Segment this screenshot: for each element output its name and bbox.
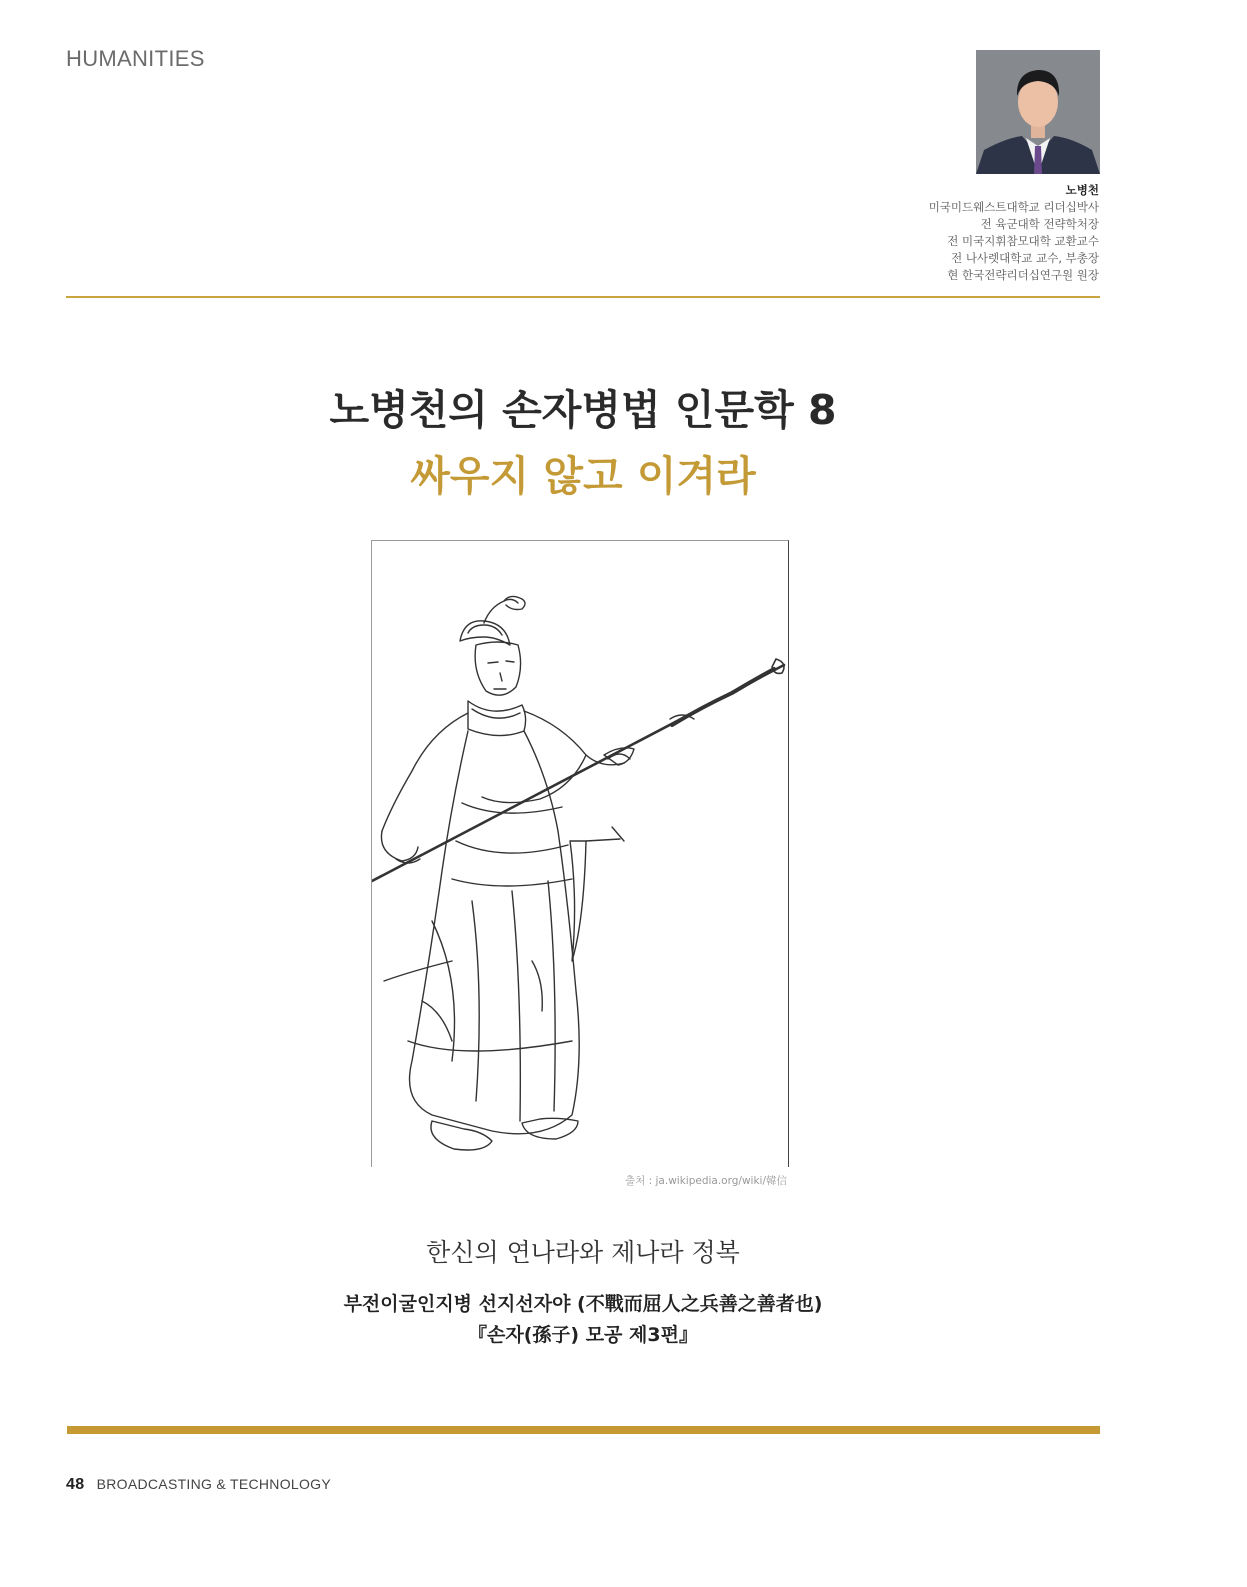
author-bio (929, 182, 1099, 284)
article-subtitle: 싸우지 않고 이겨라 (410, 452, 756, 500)
figure-illustration (371, 540, 789, 1167)
page-number: 48 (66, 1476, 85, 1493)
author-bio-line: 현 한국전략리더십연구원 원장 (947, 268, 1099, 282)
quote-citation: 『손자(孫子) 모공 제3편』 (468, 1324, 698, 1346)
quote-line: 부전이굴인지병 선지선자야 (不戰而屈人之兵善之善者也) (343, 1293, 823, 1315)
section-heading: 한신의 연나라와 제나라 정복 (426, 1238, 740, 1267)
author-bio-line: 전 미국지휘참모대학 교환교수 (947, 234, 1099, 248)
author-bio-line: 전 육군대학 전략학처장 (980, 217, 1099, 231)
quote-block (0, 1289, 1166, 1351)
top-divider (66, 296, 1100, 298)
bottom-divider (67, 1426, 1100, 1434)
section-label: HUMANITIES (66, 46, 205, 71)
author-bio-line: 전 나사렛대학교 교수, 부총장 (951, 251, 1099, 265)
publication-name: BROADCASTING & TECHNOLOGY (96, 1476, 332, 1492)
author-name: 노병천 (1065, 183, 1099, 197)
figure-source: 출처 : ja.wikipedia.org/wiki/韓信 (625, 1175, 787, 1187)
author-bio-line: 미국미드웨스트대학교 리더십박사 (928, 200, 1099, 214)
article-title: 노병천의 손자병법 인문학 8 (329, 386, 837, 434)
author-photo (976, 50, 1100, 174)
page-footer (66, 1476, 331, 1494)
